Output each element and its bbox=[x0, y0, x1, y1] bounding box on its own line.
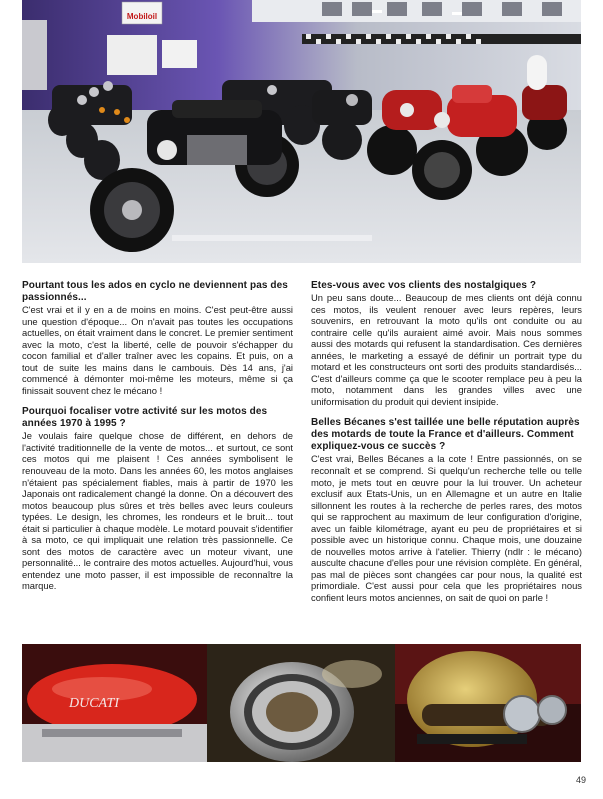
answer-paragraph: Un peu sans doute... Beaucoup de mes clients ont déjà connu ces motos, ils veulent renouer avec leurs repères, leurs souvenirs, en retrouvant la moto qu'ils ont conduite ou au contraire celle qu'ils auraient aimé avoir. Mais nous sommes aussi des motards qui refusent la standardisation. Ces dernières années, le marketing a essayé de définir un portrait type du motard et les constructeurs ont sorti des produits standardisés... C'est d'ailleurs comme ça que le scooter remplace peu à peu la moto, notamment dans les grandes villes avec une uniformisation du produit qui devient insipide. bbox=[311, 292, 582, 407]
mobiloil-sign-text: Mobiloil bbox=[126, 12, 158, 21]
answer-paragraph: C'est vrai et il y en a de moins en moins. C'est peut-être aussi une question d'époque... On n'avait pas toutes les occupations actuelles, on était vraiment dans le concret. Le premier sentiment avec la moto, c'est la liberté, celle de pouvoir s'échapper du cocon familial et d'aller traîner avec les copains. Et puis, on a tout de suite les mains dans le cambouis. Dès 14 ans, j'ai commencé à démonter moi-même les moteurs, même si ça finissait souvent chez le mécano ! bbox=[22, 304, 293, 396]
right-column bbox=[311, 280, 582, 614]
mobiloil-sign bbox=[122, 2, 162, 24]
bearing-photo bbox=[207, 644, 395, 762]
answer-paragraph: Je voulais faire quelque chose de différent, en dehors de l'activité traditionnelle de la vente de motos... et surtout, ce sont ces motos qui me plaisent ! Ces années symbolisent le renouveau de la moto. Dans les années 60, les motos anglaises n'étaient pas spécialement fiables, mais à partir de 1970 les Japonais ont radicalement changé la donne. On a découvert des motos beaucoup plus sûres et très belles avec leurs couleurs typées. Le design, les chromes, les rondeurs et le bruit... tout était si particulier à chaque modèle. Le motard pouvait s'identifier à sa moto, ce qui impliquait une relation très passionnelle. Ce sont des motos de caractère avec un moteur vivant, une personnalité... le contraire des motos actuelles. Aujourd'hui, vous entendez une moto passer, il est impossible de reconnaître la marque. bbox=[22, 430, 293, 592]
showroom-illustration bbox=[22, 0, 581, 263]
question-heading: Pourtant tous les ados en cyclo ne deviennent pas des passionnés... bbox=[22, 280, 288, 303]
detail-photos-illustration bbox=[22, 644, 581, 762]
page-number: 49 bbox=[575, 775, 586, 785]
helmet-photo bbox=[395, 644, 581, 762]
ducati-tank-photo bbox=[22, 644, 207, 762]
question-heading: Etes-vous avec vos clients des nostalgiques ? bbox=[311, 280, 537, 291]
question-heading: Pourquoi focaliser votre activité sur les motos des années 1970 à 1995 ? bbox=[22, 406, 268, 430]
answer-paragraph: C'est vrai, Belles Bécanes a la cote ! Entre passionnés, on se reconnaît et se comprend. Si quelqu'un recherche telle ou telle moto, je mets tout en œuvre pour la lui trouver. Un acheteur exclusif aux Etats-Unis, un en Allemagne et un autre en Italie sillonnent les routes à la recherche de perles rares, des motos qui se rapprochent au maximum de leur configuration d'origine, avec un faible kilométrage, ayant eu peu de propriétaires et si possible avec un historique connu. Chaque mois, une douzaine de nouvelles motos arrive à l'atelier. Thierry (ndlr : le mécano) ausculte chacune d'elles pour une révision complète. En général, pas mal de pièces sont changées car pour nous, la qualité est primordiale. C'est aussi pour cela que les propriétaires nous confient leurs motos anciennes, on sait de quoi on parle ! bbox=[311, 453, 582, 604]
question-heading: Belles Bécanes s'est taillée une belle réputation auprès des motards de toute la France et d'ailleurs. Comment expliquez-vous ce succès ? bbox=[311, 417, 580, 453]
ducati-logo-text: DUCATI bbox=[68, 696, 120, 711]
bottom-photo-strip bbox=[22, 644, 581, 762]
showroom-photo bbox=[22, 0, 581, 263]
left-column bbox=[22, 280, 293, 602]
